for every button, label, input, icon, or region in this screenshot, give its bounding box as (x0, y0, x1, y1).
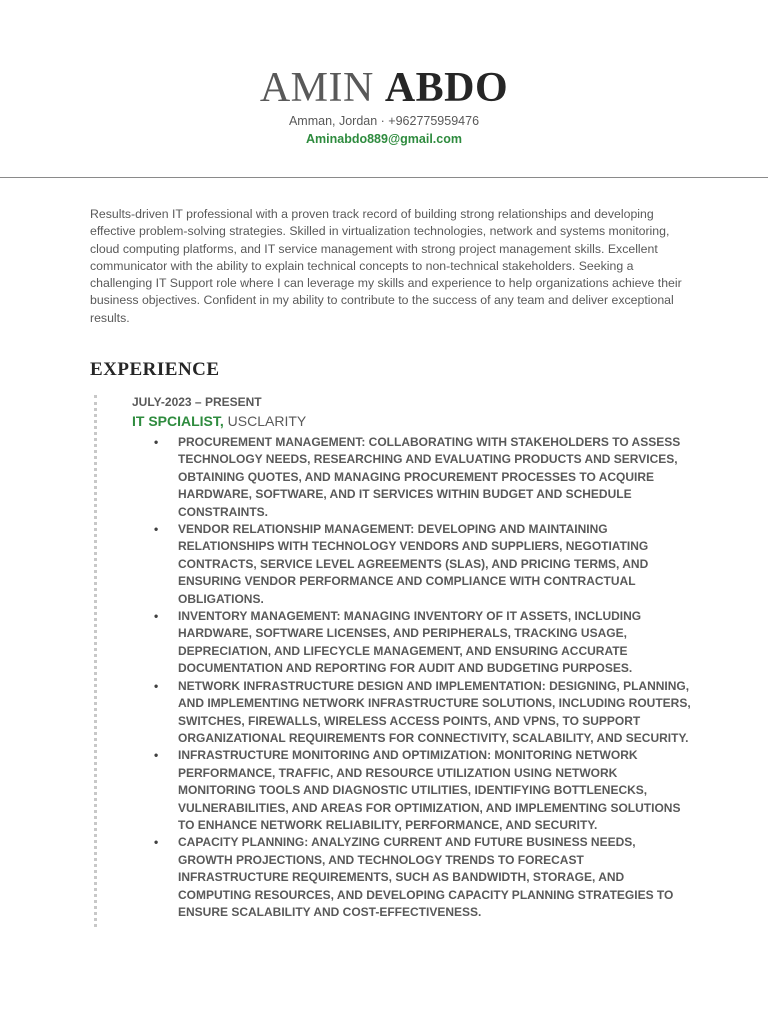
job-title: IT SPCIALIST, (132, 413, 224, 429)
bullet-icon: • (154, 435, 159, 449)
timeline-divider (94, 395, 97, 927)
email-link[interactable]: Aminabdo889@gmail.com (306, 132, 462, 146)
duty-item (132, 434, 692, 521)
bullet-icon: • (154, 748, 159, 763)
duty-text: NETWORK INFRASTRUCTURE DESIGN AND IMPLEMENTATION: DESIGNING, PLANNING, AND IMPLEMENTING NETWORK INFRASTRUCTURE SOLUTIONS, INCLUDING ROUTERS, SWITCHES, FIREWALLS, WIRELESS ACCESS POINTS, AND VPNS, TO SUPPORT ORGANIZATIONAL REQUIREMENTS FOR CONNECTIVITY, SCALABILITY, AND SECURITY. (178, 678, 691, 745)
duty-item (132, 834, 692, 921)
contact-info: Amman, Jordan · +962775959476 (288, 114, 480, 128)
job-company: USCLARITY (223, 413, 307, 429)
job-duties-list (132, 434, 692, 921)
bullet-icon: • (154, 678, 159, 693)
job-title-line (132, 412, 306, 431)
duty-text: VENDOR RELATIONSHIP MANAGEMENT: DEVELOPING AND MAINTAINING RELATIONSHIPS WITH TECHNOLOGY VENDORS AND SUPPLIERS, NEGOTIATING CONTRACTS, SERVICE LEVEL AGREEMENTS (SLAS), AND PRICING TERMS, AND ENSURING VENDOR PERFORMANCE AND COMPLIANCE WITH CONTRACTUAL OBLIGATIONS. (178, 522, 649, 606)
duty-item (132, 747, 692, 834)
duty-item (132, 678, 692, 748)
bullet-icon: • (154, 522, 159, 537)
bullet-icon: • (154, 609, 159, 624)
job-dates: JULY-2023 – PRESENT (132, 395, 262, 409)
duty-text: CAPACITY PLANNING: ANALYZING CURRENT AND FUTURE BUSINESS NEEDS, GROWTH PROJECTIONS, AND TECHNOLOGY TRENDS TO FORECAST INFRASTRUCTURE REQUIREMENTS, SUCH AS BANDWIDTH, STORAGE, AND COMPUTING RESOURCES, AND DEVELOPING CAPACITY PLANNING STRATEGIES TO ENSURE SCALABILITY AND COST-EFFECTIVENESS. (178, 835, 674, 919)
duty-item (132, 608, 692, 678)
duty-text: INVENTORY MANAGEMENT: MANAGING INVENTORY OF IT ASSETS, INCLUDING HARDWARE, SOFTWARE LICENSES, AND PERIPHERALS, TRACKING USAGE, DEPRECIATION, AND LIFECYCLE MANAGEMENT, AND ENSURING ACCURATE DOCUMENTATION AND REPORTING FOR AUDIT AND BUDGETING PURPOSES. (178, 609, 642, 676)
duty-text: PROCUREMENT MANAGEMENT: COLLABORATING WITH STAKEHOLDERS TO ASSESS TECHNOLOGY NEEDS, RESEARCHING AND EVALUATING PRODUCTS AND SERVICES, OBTAINING QUOTES, AND MANAGING PROCUREMENT PROCESSES TO ACQUIRE HARDWARE, SOFTWARE, AND IT SERVICES WITHIN BUDGET AND SCHEDULE CONSTRAINTS. (178, 435, 681, 519)
professional-summary: Results-driven IT professional with a proven track record of building strong relationships and developing effective problem-solving strategies. Skilled in virtualization technologies, network and systems monitoring, cloud computing platforms, and IT service management with strong project management skills. Excellent communicator with the ability to explain technical concepts to non-technical stakeholders. Seeking a challenging IT Support role where I can leverage my skills and experience to help organizations achieve their business objectives. Confident in my ability to contribute to the success of any team and deliver exceptional results. (90, 207, 682, 325)
bullet-icon: • (154, 835, 159, 850)
resume-header (0, 0, 768, 178)
duty-item (132, 521, 692, 608)
duty-text: INFRASTRUCTURE MONITORING AND OPTIMIZATION: MONITORING NETWORK PERFORMANCE, TRAFFIC, AND RESOURCE UTILIZATION USING NETWORK MONITORING TOOLS AND DIAGNOSTIC UTILITIES, IDENTIFYING BOTTLENECKS, VULNERABILITIES, AND AREAS FOR OPTIMIZATION, AND IMPLEMENTING SOLUTIONS TO ENHANCE NETWORK RELIABILITY, PERFORMANCE, AND SECURITY. (178, 748, 681, 832)
experience-heading: EXPERIENCE (90, 359, 220, 380)
candidate-name (0, 60, 768, 116)
last-name: ABDO (384, 65, 509, 111)
first-name: AMIN (259, 65, 374, 111)
